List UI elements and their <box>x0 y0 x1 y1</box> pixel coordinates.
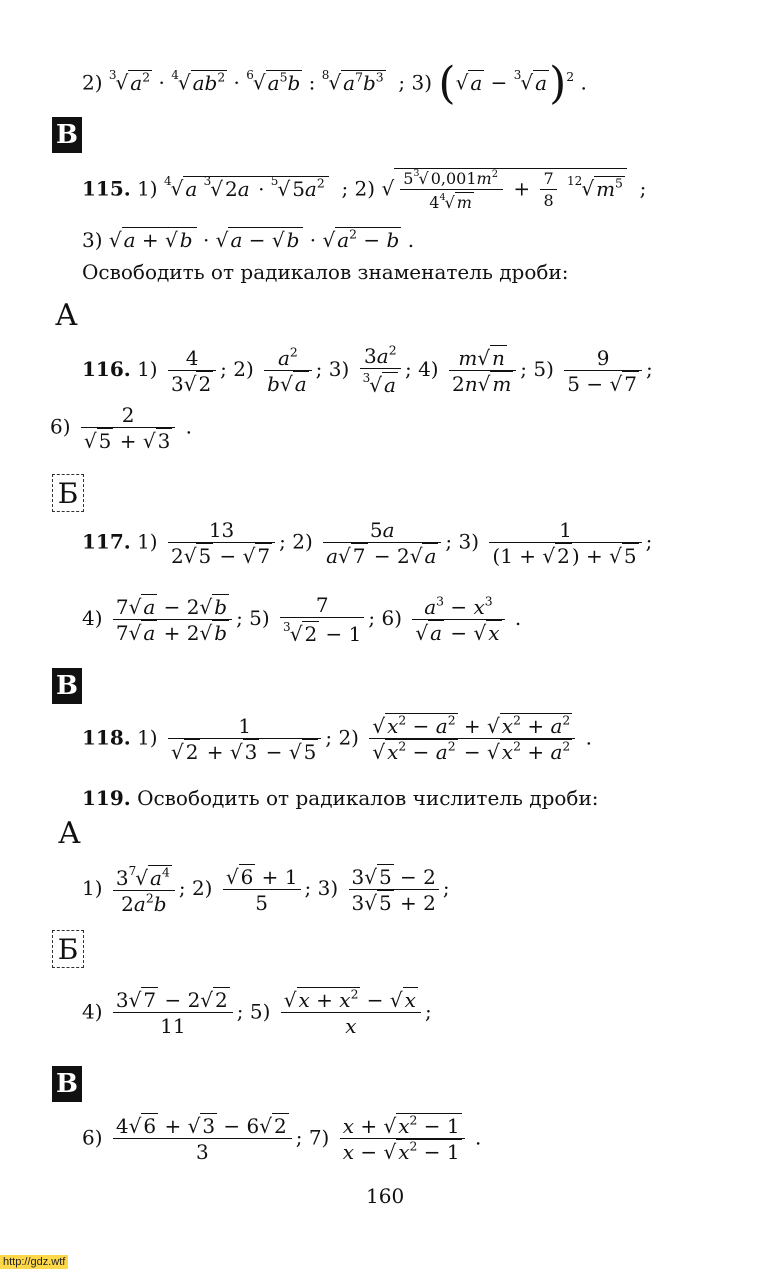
task-115-line1: 115. 1) $^4$√ a $^3$√ 2a · $^5$√ $5a^2$ ; 2) √ $\frac{5^3√ 0,001m^2}{4^4√ m}$ + $\frac{7}{8}$ $^{12}$√ $m^5$ ; <box>82 168 647 213</box>
task-116-line1: 116. 1) $\frac{4}{3√ 2}$ ; 2) $\frac{a^2}{b√ a}$ ; 3) $\frac{3a^2}{^3√ a}$ ; 4) $\frac{m√ n}{2n√ m}$ ; 5) $\frac{9}{5 - √ 7}$ ; <box>82 342 653 398</box>
line-top-expression: 2) $^3$√ $a^2 \cdot ^4√$ $ab^2 \cdot ^6√$ $a^5b$ : $^8$√ $a^7b^3$ ; 3) (√ a − $^3$√ a)$^2$ . <box>82 58 587 109</box>
task-number: 115. <box>82 176 131 201</box>
task-number: 119. <box>82 786 131 810</box>
task-119-level-b: 4) $\frac{3√ 7 - 2√ 2}{11}$ ; 5) $\frac{√ x + x^2 - √ x}{x}$ ; <box>82 986 432 1038</box>
level-letter-a: А <box>58 816 81 851</box>
task-118: 118. 1) $\frac{1}{√ 2 + √ 3 - √ 5}$ ; 2) $\frac{√ x^2 - a^2 + √ x^2 + a^2}{√ x^2 - a^2 - √ x^2 + a^2}$ . <box>82 712 592 764</box>
task-116-line2: 6) $\frac{2}{√ 5 + √ 3}$ . <box>50 403 193 453</box>
footer-url[interactable]: http://gdz.wtf <box>0 1255 68 1269</box>
instruction-denominator: Освободить от радикалов знаменатель дроби: <box>82 260 569 284</box>
task-119-level-a: 1) $\frac{3^7√ a^4}{2a^2b}$ ; 2) $\frac{√ 6 + 1}{5}$ ; 3) $\frac{3√ 5 - 2}{3√ 5 + 2}$ ; <box>82 864 450 917</box>
level-badge-v: В <box>52 117 82 153</box>
task-117-line1: 117. 1) $\frac{13}{2√ 5 - √ 7}$ ; 2) $\frac{5a}{a√ 7 - 2√ a}$ ; 3) $\frac{1}{(1 + √ 2 ) + √ 5}$ ; <box>82 518 653 568</box>
task-number: 116. <box>82 357 131 382</box>
task-number: 117. <box>82 529 131 554</box>
level-badge-b: Б <box>52 930 84 968</box>
task-115-line2: 3) √ a + √ b · √ a − √ b · √ $a^2 - b$ . <box>82 226 415 252</box>
page-number: 160 <box>366 1184 405 1208</box>
instruction-numerator: Освободить от радикалов числитель дроби: <box>137 786 599 810</box>
task-117-line2: 4) $\frac{7√ a - 2√ b}{7√ a + 2√ b}$ ; 5) $\frac{7}{^3√ 2 - 1}$ ; 6) $\frac{a^3 - x^3}{√ a - √ x}$ . <box>82 592 522 647</box>
level-badge-v: В <box>52 1066 82 1102</box>
task-number: 118. <box>82 725 131 750</box>
level-badge-b: Б <box>52 474 84 512</box>
level-letter-a: А <box>55 298 78 333</box>
task-119-heading <box>82 788 599 808</box>
task-119-level-v: 6) $\frac{4√ 6 + √ 3 - 6√ 2}{3}$ ; 7) $\frac{x + √ x^2 - 1}{x - √ x^2 - 1}$ . <box>82 1112 482 1164</box>
level-badge-v: В <box>52 668 82 704</box>
